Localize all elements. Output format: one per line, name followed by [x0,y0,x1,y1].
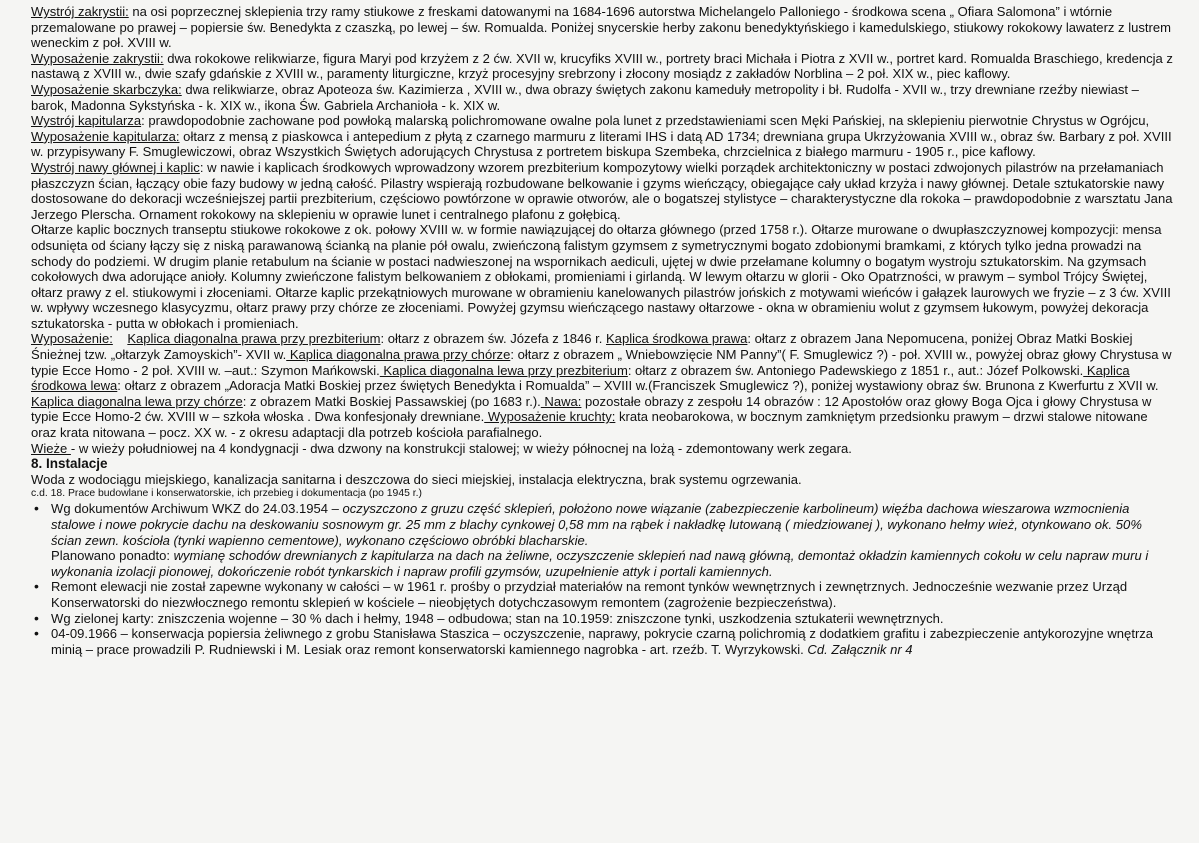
label-kaplica-diag-lewa-chor: Kaplica diagonalna lewa przy chórze [31,393,243,409]
bullet-italic: oczyszczono z gruzu część sklepień, położono nowe wiązanie (zabezpieczenie karbolineum) więźba dachowa wieszarowa wzmocnienia stalowe i nowe pokrycie dachu na deskowaniu sosnowym gr. 25 mm z blachy cynkowej 0,58 mm na rąbek i nakładkę lutowaną ( miedziowanej ), wykonano hełmy wież, otynkowano ok. 50% ścian zewn. kościoła (tynki wapienno cementowe), wykonano częściowo obróbki blacharskie. [51,501,1142,548]
bullet-lead-2: Planowano ponadto: [51,548,174,564]
bullet-list [31,501,1175,657]
text-wystroj-kapitularza: : prawdopodobnie zachowane pod powłoką malarską polichromowane owalne pola lunet z przedstawieniami scen Męki Pańskiej, na sklepieniu pierwotnie Chrystus w Ogrójcu, [141,113,1150,129]
paragraph-wyposazenie-kapitularza [31,129,1175,160]
text-kaplica-diag-prawa-chor: : ołtarz z obrazem „ Wniebowzięcie NM Panny”( F. Smuglewicz ?) - poł. XVIII w., powyżej obraz głowy Chrystusa w typie Ecce Homo - 2 poł. XVIII w. –aut.: Szymon Mańkowski. [31,347,1172,378]
label-nawa: Nawa: [540,393,582,409]
label-wieze: Wieże [31,440,71,456]
text-kaplica-diag-lewa-prezbiterium: : ołtarz z obrazem św. Antoniego Padewskiego z 1851 r., aut.: Józef Polkowski. [627,362,1084,378]
bullet-attachment-ref: Cd. Załącznik nr 4 [807,641,913,657]
label-wystroj-nawy: Wystrój nawy głównej i kaplic [31,159,200,175]
label-wyposazenie: Wyposażenie: [31,331,113,347]
paragraph-oltarze-kaplic: Ołtarze kaplic bocznych transeptu stiukowe rokokowe z ok. połowy XVIII w. w formie nawiązującej do ołtarza głównego (przed 1758 r.). Ołtarze murowane o dwupłaszczyznowej kompozycji: mensa odsunięta od ściany łączy się z niską parawanową ścianką na planie pół owalu, zwieńczoną falistym gzymsem z symetrycznymi bogato zdobionymi bramkami, z których tylko jedna prowadzi na schody do podziemi. W drugim planie retabulum na ścianie w postaci nadwieszonej na wspornikach aediculi, ujętej w dwie przełamane kolumny o bogatym wystroju sztukatorskim. Na gzymsach cokołowych dwa adorujące anioły. Kolumny zwieńczone falistym belkowaniem z obłokami, promieniami i girlandą. W lewym ołtarzu w glorii - Oko Opatrzności, w prawym – symbol Trójcy Świętej, ołtarz prawy z el. stiukowymi i złoceniami. Ołtarze kaplic przekątniowych murowane w obramieniu kanelowanych pilastrów jońskich z motywami wieńców i gałązek laurowych we fryzie – z 3 ćw. XVIII w. wpływy wczesnego klasycyzmu, ołtarz prawy przy chórze ze złoceniami. Powyżej gzymsu wieńczącego nastawy ołtarzowe - okna w obramieniu wolut z gzymsem łukowym, powyżej dekoracja sztukatorska - putta w obłokach i promieniach. [31,222,1171,331]
text-kaplica-diag-lewa-chor: : z obrazem Matki Boskiej Passawskiej (po 1683 r.). [242,393,541,409]
list-item [51,626,1175,657]
text-wystroj-zakrystii: na osi poprzecznej sklepienia trzy ramy stiukowe z freskami datowanymi na 1684-1696 autorstwa Michelangelo Palloniego - środkowa scena „ Ofiara Salomona” i wtórnie przemalowane po prawej – popiersie św. Benedykta z czaszką, po lewej – św. Romualda. Poniżej snycerskie herby zakonu benedyktyńskiego i kamedulskiego, stiukowy rokokowy lawaterz z lustrem weneckim z poł. XVIII w. [31,4,1171,51]
label-wystroj-kapitularza: Wystrój kapitularza [31,113,142,129]
text-wieze: - w wieży południowej na 4 kondygnacji - dwa dzwony na konstrukcji stalowej; w wieży północnej na lożą - zdemontowany werk zegara. [70,440,852,456]
label-kaplica-diag-prawa-prezbiterium: Kaplica diagonalna prawa przy prezbiterium [127,331,381,347]
paragraph-wyposazenie-zakrystii [31,51,1175,82]
paragraph-wystroj-kapitularza [31,113,1175,129]
paragraph-wieze [31,441,1175,457]
paragraph-wystroj-zakrystii [31,4,1175,51]
text-wystroj-nawy: : w nawie i kaplicach środkowych wprowadzony wzorem prezbiterium kompozytowy wielki porządek architektoniczny w postaci zdwojonych pilastrów na przełamaniach płaszczyzn ścian, łączący obie fazy budowy w jedną całość. Pilastry wspierają rozbudowane belkowanie i gzyms wieńczący, obiegające cały układ krzyża i nawy głównej. Detale sztukatorskie nawy dostosowane do dekoracji wcześniejszej partii prezbiterium, częściowo powtórzone w oprawie otworów, ale o bogatszej stylistyce – charakterystyczne dla rokoka – prawdopodobnie z warsztatu Jana Jerzego Plerscha. Ornament rokokowy na sklepieniu w oprawie lunet i centralnego plafonu z gołębicą. [31,159,1173,222]
paragraph-wyposazenie [31,331,1175,440]
label-wyposazenie-skarbczyka: Wyposażenie skarbczyka: [31,81,182,97]
paragraph-wystroj-nawy [31,160,1175,222]
label-kaplica-srodkowa-lewa: Kaplica środkowa lewa [31,362,1130,394]
paragraph-instalacje: Woda z wodociągu miejskiego, kanalizacja sanitarna i deszczowa do sieci miejskiej, instalacja elektryczna, brak systemu ogrzewania. [31,471,802,487]
text-kaplica-srodkowa-lewa: : ołtarz z obrazem „Adoracja Matki Boskiej przez świętych Benedykta i Romualda” – XVIII w.(Franciszek Smuglewicz ?), poniżej wystawiony obraz św. Brunona z Kwerfurtu z XVII w. [117,378,1159,394]
list-item [51,501,1175,579]
list-item: • Wg zielonej karty: zniszczenia wojenne – 30 % dach i hełmy, 1948 – odbudowa; stan na 10.1959: zniszczone tynki, uszkodzenia sztukaterii wewnętrznych. [51,611,1175,627]
list-item: • Remont elewacji nie został zapewne wykonany w całości – w 1961 r. prośby o przydział materiałów na remont tynków wewnętrznych i zewnętrznych. Jednocześnie wezwanie przez Urząd Konserwatorski do niezwłocznego remontu sklepień w kościele – nieobjętych dotychczasowym remontem (zagrożenie bezpieczeństwa). [51,579,1175,610]
label-wyposazenie-kapitularza: Wyposażenie kapitularza: [31,128,180,144]
continuation-note: c.d. 18. Prace budowlane i konserwatorskie, ich przebieg i dokumentacja (po 1945 r.) [31,488,423,500]
label-kaplica-diag-prawa-chor: Kaplica diagonalna prawa przy chórze [286,347,511,363]
bullet-italic-2: wymianę schodów drewnianych z kapitularza na dach na żeliwne, oczyszczenie sklepień nad nawą główną, demontaż okładzin kamiennych cokołu w celu napraw muru i wykonania izolacji pionowej, dokończenie robót tynkarskich i napraw profili gzymsów, uzupełnienie attyk i portali kamiennych. [51,548,1149,579]
bullet-text: 04-09.1966 – konserwacja popiersia żeliwnego z grobu Stanisława Staszica – oczyszczenie, naprawy, pokrycie czarną polichromią z dodatkiem grafitu i zabezpieczenie antykorozyjne wnętrza minią – prace prowadzili P. Rudniewski i M. Lesiak oraz remont konserwatorski kamiennego nagrobka - art. rzeźb. T. Wyrzykowski. [51,626,1154,657]
spacer [113,331,128,346]
text-wyposazenie-skarbczyka: dwa relikwiarze, obraz Apoteoza św. Kazimierza , XVIII w., dwa obrazy świętych zakonu kameduły metropolity i bł. Rudolfa - XVII w., trzy drewniane rzeźby niewiast – barok, Madonna Sykstyńska - k. XIX w., ikona Św. Gabriela Archanioła - k. XIX w. [31,81,1139,113]
text-wyposazenie-kruchty: krata neobarokowa, w bocznym zamkniętym przedsionku prawym – drzwi stalowe nitowane oraz krata nitowana – pocz. XX w. - z okresu adaptacji dla potrzeb kościoła parafialnego. [31,409,1148,441]
label-kaplica-srodkowa-prawa: Kaplica środkowa prawa [605,331,748,347]
bullet-lead: Wg dokumentów Archiwum WKZ do 24.03.1954 – [51,501,343,517]
text-wyposazenie-kapitularza: ołtarz z mensą z piaskowca i antepedium z płytą z czarnego marmuru z literami IHS i datą AD 1734; drewniana grupa Ukrzyżowania XVIII w., obraz św. Barbary z poł. XVIII w. przypisywany F. Smuglewiczowi, obraz Wszystkich Świętych adorujących Chrystusa z portretem biskupa Szembeka, chrzcielnica z białego marmuru - 1905 r., pice kaflowy. [31,128,1172,160]
label-wyposazenie-kruchty: Wyposażenie kruchty: [484,409,616,425]
paragraph-wyposazenie-skarbczyka [31,82,1175,113]
text-kaplica-diag-prawa-prezbiterium: : ołtarz z obrazem św. Józefa z 1846 r. [380,331,606,347]
label-wystroj-zakrystii: Wystrój zakrystii: [31,4,129,19]
label-kaplica-diag-lewa-prezbiterium: Kaplica diagonalna lewa przy prezbiterium [379,362,628,378]
text-wyposazenie-zakrystii: dwa rokokowe relikwiarze, figura Maryi pod krzyżem z 2 ćw. XVII w, krucyfiks XVIII w., portrety braci Michała i Piotra z XVII w., portret kard. Romualda Braschiego, kredencja z nastawą z XVIII w., dwie szafy gdańskie z XVIII w., paramenty liturgiczne, krzyż procesyjny srebrzony i złocony mosiądz z zakładów Norblina – 2 poł. XIX w., piec kaflowy. [31,50,1173,82]
text-nawa: pozostałe obrazy z zespołu 14 obrazów : 12 Apostołów oraz głowy Boga Ojca i głowy Chrystusa w typie Ecce Homo-2 ćw. XVIII w – szkoła włoska . Dwa konfesjonały drewniane. [31,393,1152,425]
label-wyposazenie-zakrystii: Wyposażenie zakrystii: [31,50,164,66]
section-heading-instalacje: 8. Instalacje [31,456,108,472]
text-kaplica-srodkowa-prawa: : ołtarz z obrazem Jana Nepomucena, poniżej Obraz Matki Boskiej Śnieżnej tzw. „ołtarzyk Zamoyskich”- XVII w. [31,331,1133,363]
